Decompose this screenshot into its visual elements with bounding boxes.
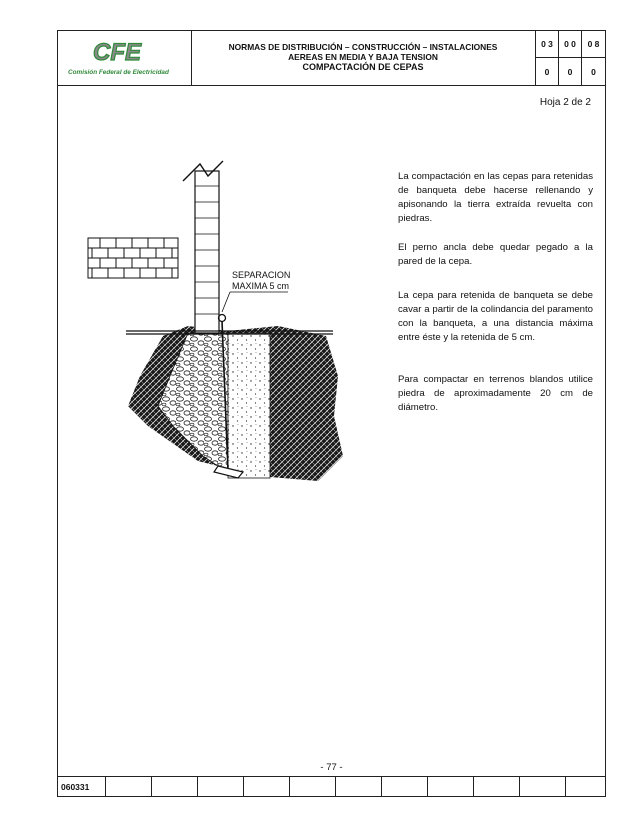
footer-cell	[428, 777, 474, 797]
page-frame	[57, 30, 606, 797]
logo-subtitle: Comisión Federal de Electricidad	[68, 69, 169, 76]
separation-label-1: SEPARACION	[232, 270, 291, 280]
code-top-3: 0 8	[582, 31, 605, 58]
footer-cell	[336, 777, 382, 797]
footer-cell	[290, 777, 336, 797]
paragraph-3: La cepa para retenida de banqueta se debe cavar a partir de la colindancia del paramento con la banqueta, a una distancia máxima entre éste y la retenida de 5 cm.	[398, 290, 593, 343]
paragraph-2: El perno ancla debe quedar pegado a la pared de la cepa.	[398, 242, 593, 267]
footer-cell	[244, 777, 290, 797]
footer-cell	[106, 777, 152, 797]
brick-wall	[88, 238, 178, 278]
code-top-2: 0 0	[559, 31, 582, 58]
separation-leader	[222, 292, 288, 312]
logo-brand: CFE	[93, 39, 141, 66]
document-title	[191, 31, 536, 85]
code-grid	[536, 31, 605, 85]
header	[58, 31, 605, 86]
separation-label-2: MAXIMA 5 cm	[232, 281, 290, 291]
code-top-1: 0 3	[536, 31, 559, 58]
compacted-fill	[228, 333, 270, 478]
code-bottom-3: 0	[591, 66, 596, 77]
paragraph-4: Para compactar en terrenos blandos utilice piedra de aproximadamente 20 cm de diámetro.	[398, 374, 593, 413]
cfe-logo	[58, 31, 191, 85]
column	[183, 161, 223, 333]
code-bottom-2: 0	[559, 58, 582, 85]
code-bottom-1: 0	[536, 58, 559, 85]
footer-cell	[152, 777, 198, 797]
excavation-drawing	[78, 126, 378, 486]
page-label: Hoja 2 de 2	[539, 97, 591, 108]
footer	[58, 776, 605, 797]
title-line-1: NORMAS DE DISTRIBUCIÓN – CONSTRUCCIÓN – INSTALACIONES	[228, 42, 498, 52]
footer-cell	[520, 777, 566, 797]
footer-cell	[474, 777, 520, 797]
paragraph-1: La compactación en las cepas para retenidas de banqueta debe hacerse rellenando y apisonando la tierra extraída revuelta con piedras.	[398, 171, 593, 224]
page-number: - 77 -	[320, 762, 343, 773]
footer-cell	[198, 777, 244, 797]
footer-cell	[382, 777, 428, 797]
footer-code: 060331	[58, 777, 106, 797]
title-line-3: COMPACTACIÓN DE CEPAS	[302, 62, 424, 72]
title-line-2: AEREAS EN MEDIA Y BAJA TENSION	[288, 52, 438, 62]
logo-cell	[58, 31, 192, 85]
